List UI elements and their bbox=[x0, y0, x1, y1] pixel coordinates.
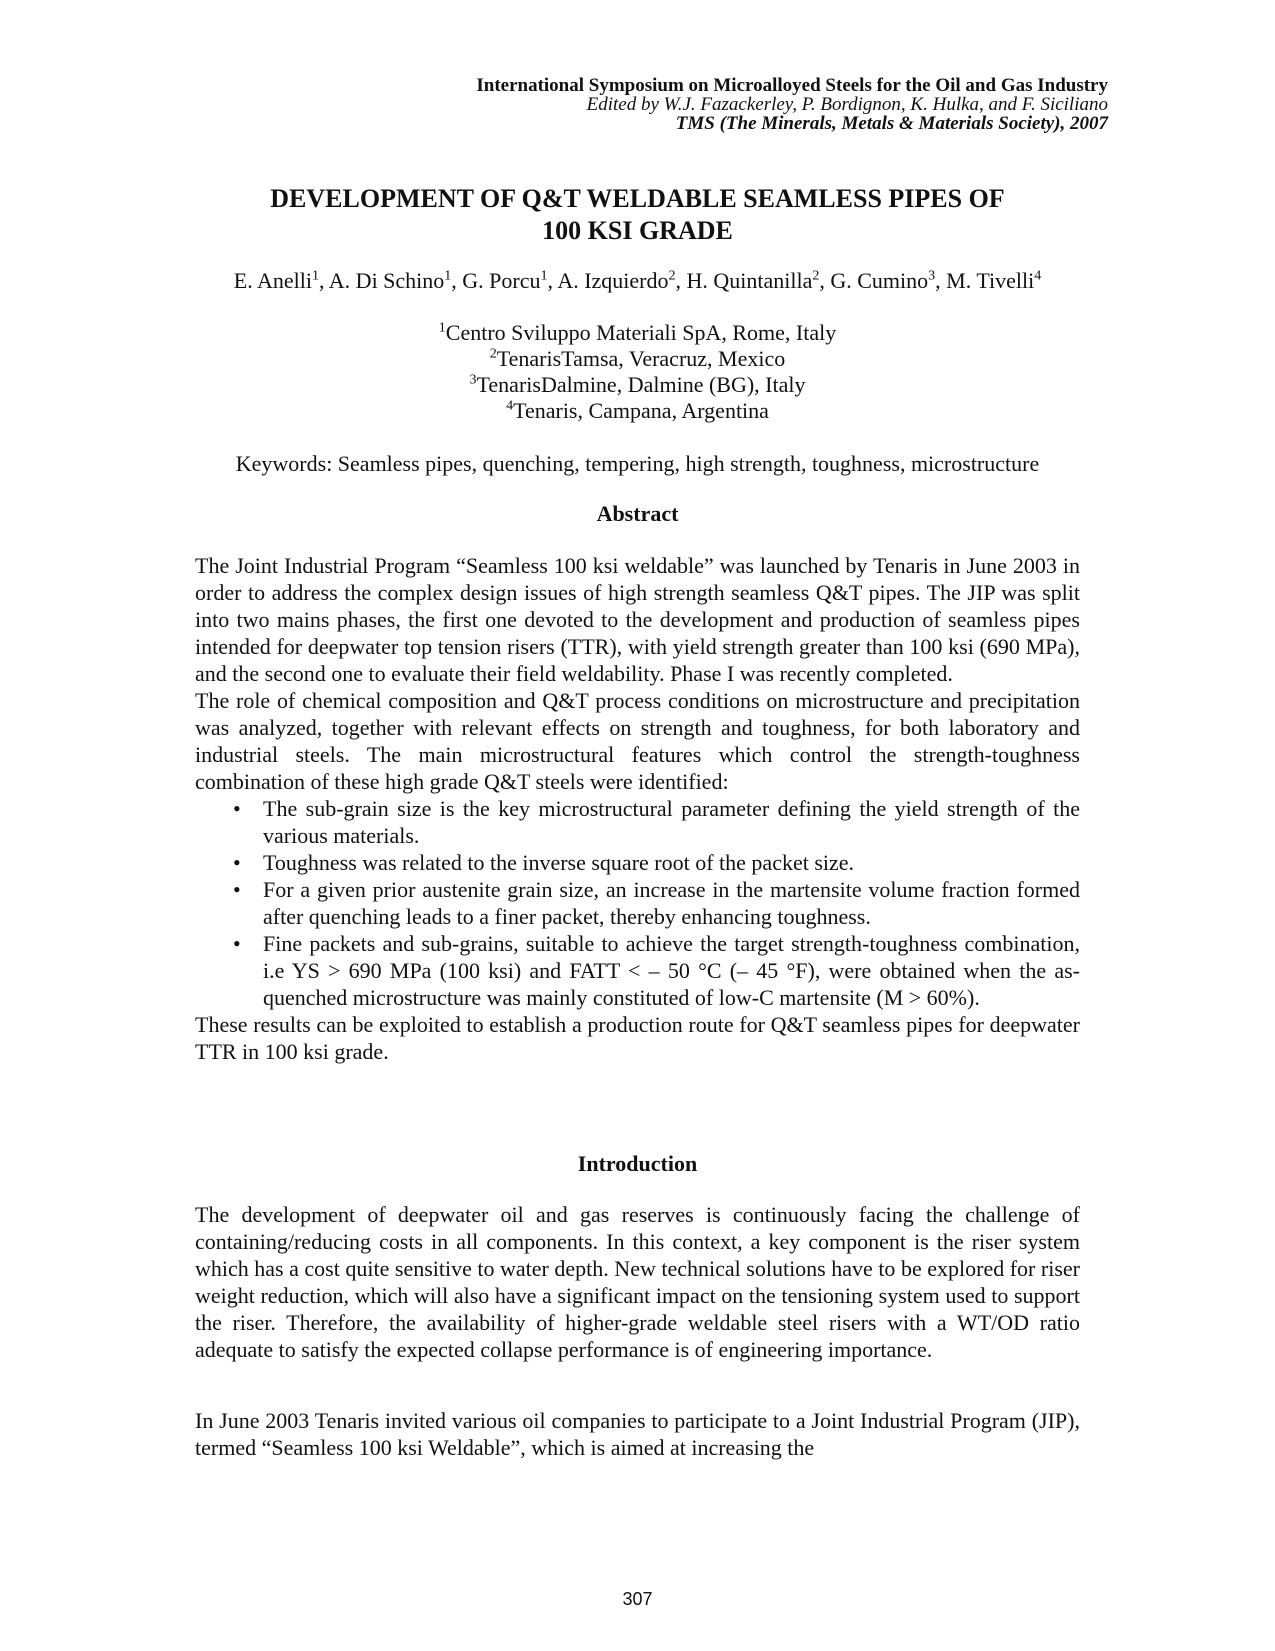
title-line-1: DEVELOPMENT OF Q&T WELDABLE SEAMLESS PIPES OF bbox=[270, 184, 1005, 213]
affiliation bbox=[0, 320, 1275, 346]
affiliation bbox=[0, 372, 1275, 398]
affiliation-list bbox=[0, 320, 1275, 424]
introduction-paragraph-1: The development of deepwater oil and gas reserves is continuously facing the challenge of containing/reducing costs in all components. In this context, a key component is the riser system which has a cost quite sensitive to water depth. New technical solutions have to be explored for riser weight reduction, which will also have a significant impact on the tensioning system used to support the riser. Therefore, the availability of higher-grade weldable steel risers with a WT/OD ratio adequate to satisfy the expected collapse performance is of engineering importance. bbox=[195, 1202, 1080, 1362]
header-symposium: International Symposium on Microalloyed Steels for the Oil and Gas Industry bbox=[476, 75, 1108, 96]
affiliation-mark: 3 bbox=[469, 372, 477, 388]
affiliation-text: TenarisTamsa, Veracruz, Mexico bbox=[496, 346, 786, 371]
author-affil-mark: 4 bbox=[1034, 268, 1042, 284]
abstract-paragraph-1: The Joint Industrial Program “Seamless 100 ksi weldable” was launched by Tenaris in June 2003 in order to address the complex design issues of high strength seamless Q&T pipes. The JIP was split into two mains phases, the first one devoted to the development and production of seamless pipes intended for deepwater top tension risers (TTR), with yield strength greater than 100 ksi (690 MPa), and the second one to evaluate their field weldability. Phase I was recently completed. bbox=[195, 553, 1080, 686]
author-affil-mark: 2 bbox=[812, 268, 820, 284]
affiliation bbox=[0, 346, 1275, 372]
author-affil-mark: 1 bbox=[540, 268, 548, 284]
author: M. Tivelli bbox=[946, 268, 1035, 293]
author: A. Izquierdo bbox=[557, 268, 669, 293]
abstract-paragraph-2: The role of chemical composition and Q&T process conditions on microstructure and precipitation was analyzed, together with relevant effects on strength and toughness, for both laboratory and industrial steels. The main microstructural features which control the strength-toughness combination of these high grade Q&T steels were identified: bbox=[195, 688, 1080, 794]
author: G. Cumino bbox=[830, 268, 929, 293]
keywords: Keywords: Seamless pipes, quenching, tempering, high strength, toughness, microstructure bbox=[235, 451, 1040, 476]
author-affil-mark: 2 bbox=[668, 268, 676, 284]
abstract-bullet-list bbox=[195, 795, 1080, 1011]
affiliation-mark: 2 bbox=[489, 346, 497, 362]
affiliation-text: Centro Sviluppo Materiali SpA, Rome, Italy bbox=[445, 320, 837, 345]
author-affil-mark: 1 bbox=[312, 268, 319, 284]
abstract-bullet: • Fine packets and sub-grains, suitable to achieve the target strength-toughness combination, i.e YS > 690 MPa (100 ksi) and FATT < – 50 °C (– 45 °F), were obtained when the as-quenched microstructure was mainly constituted of low-C martensite (M > 60%). bbox=[263, 930, 1080, 1011]
author: H. Quintanilla bbox=[686, 268, 813, 293]
header-publisher: TMS (The Minerals, Metals & Materials Society), 2007 bbox=[675, 113, 1108, 134]
author: A. Di Schino bbox=[328, 268, 445, 293]
affiliation-mark: 1 bbox=[438, 320, 446, 336]
affiliation-text: Tenaris, Campana, Argentina bbox=[513, 398, 769, 423]
abstract-bullet: • For a given prior austenite grain size, an increase in the martensite volume fraction formed after quenching leads to a finer packet, thereby enhancing toughness. bbox=[263, 876, 1080, 930]
introduction-heading: Introduction bbox=[577, 1151, 698, 1176]
author-list: E. Anelli$^1$, A. Di Schino$^1$, G. Porcu$^1$, A. Izquierdo$^2$, H. Quintanilla$^2$, G. Cumino$^3$, M. Tivelli$^4$ bbox=[233, 268, 1042, 293]
abstract-paragraph-3: These results can be exploited to establish a production route for Q&T seamless pipes for deepwater TTR in 100 ksi grade. bbox=[195, 1012, 1080, 1064]
title-line-2: 100 KSI GRADE bbox=[542, 216, 733, 245]
introduction-paragraph-2: In June 2003 Tenaris invited various oil companies to participate to a Joint Industrial Program (JIP), termed “Seamless 100 ksi Weldable”, which is aimed at increasing the bbox=[195, 1408, 1080, 1460]
author-affil-mark: 3 bbox=[928, 268, 936, 284]
abstract-body bbox=[195, 552, 1080, 1065]
running-header bbox=[476, 76, 1108, 133]
abstract-heading: Abstract bbox=[596, 501, 679, 526]
author-affil-mark: 1 bbox=[444, 268, 452, 284]
affiliation-text: TenarisDalmine, Dalmine (BG), Italy bbox=[476, 372, 806, 397]
affiliation bbox=[0, 398, 1275, 424]
author: G. Porcu bbox=[462, 268, 541, 293]
affiliation-mark: 4 bbox=[506, 398, 514, 414]
author: E. Anelli bbox=[233, 268, 312, 293]
paper-title bbox=[0, 183, 1275, 247]
abstract-bullet: • Toughness was related to the inverse square root of the packet size. bbox=[263, 849, 1080, 876]
abstract-bullet: • The sub-grain size is the key microstructural parameter defining the yield strength of the various materials. bbox=[263, 795, 1080, 849]
page-number: 307 bbox=[622, 1589, 653, 1609]
header-editors: Edited by W.J. Fazackerley, P. Bordignon, K. Hulka, and F. Siciliano bbox=[586, 94, 1108, 115]
